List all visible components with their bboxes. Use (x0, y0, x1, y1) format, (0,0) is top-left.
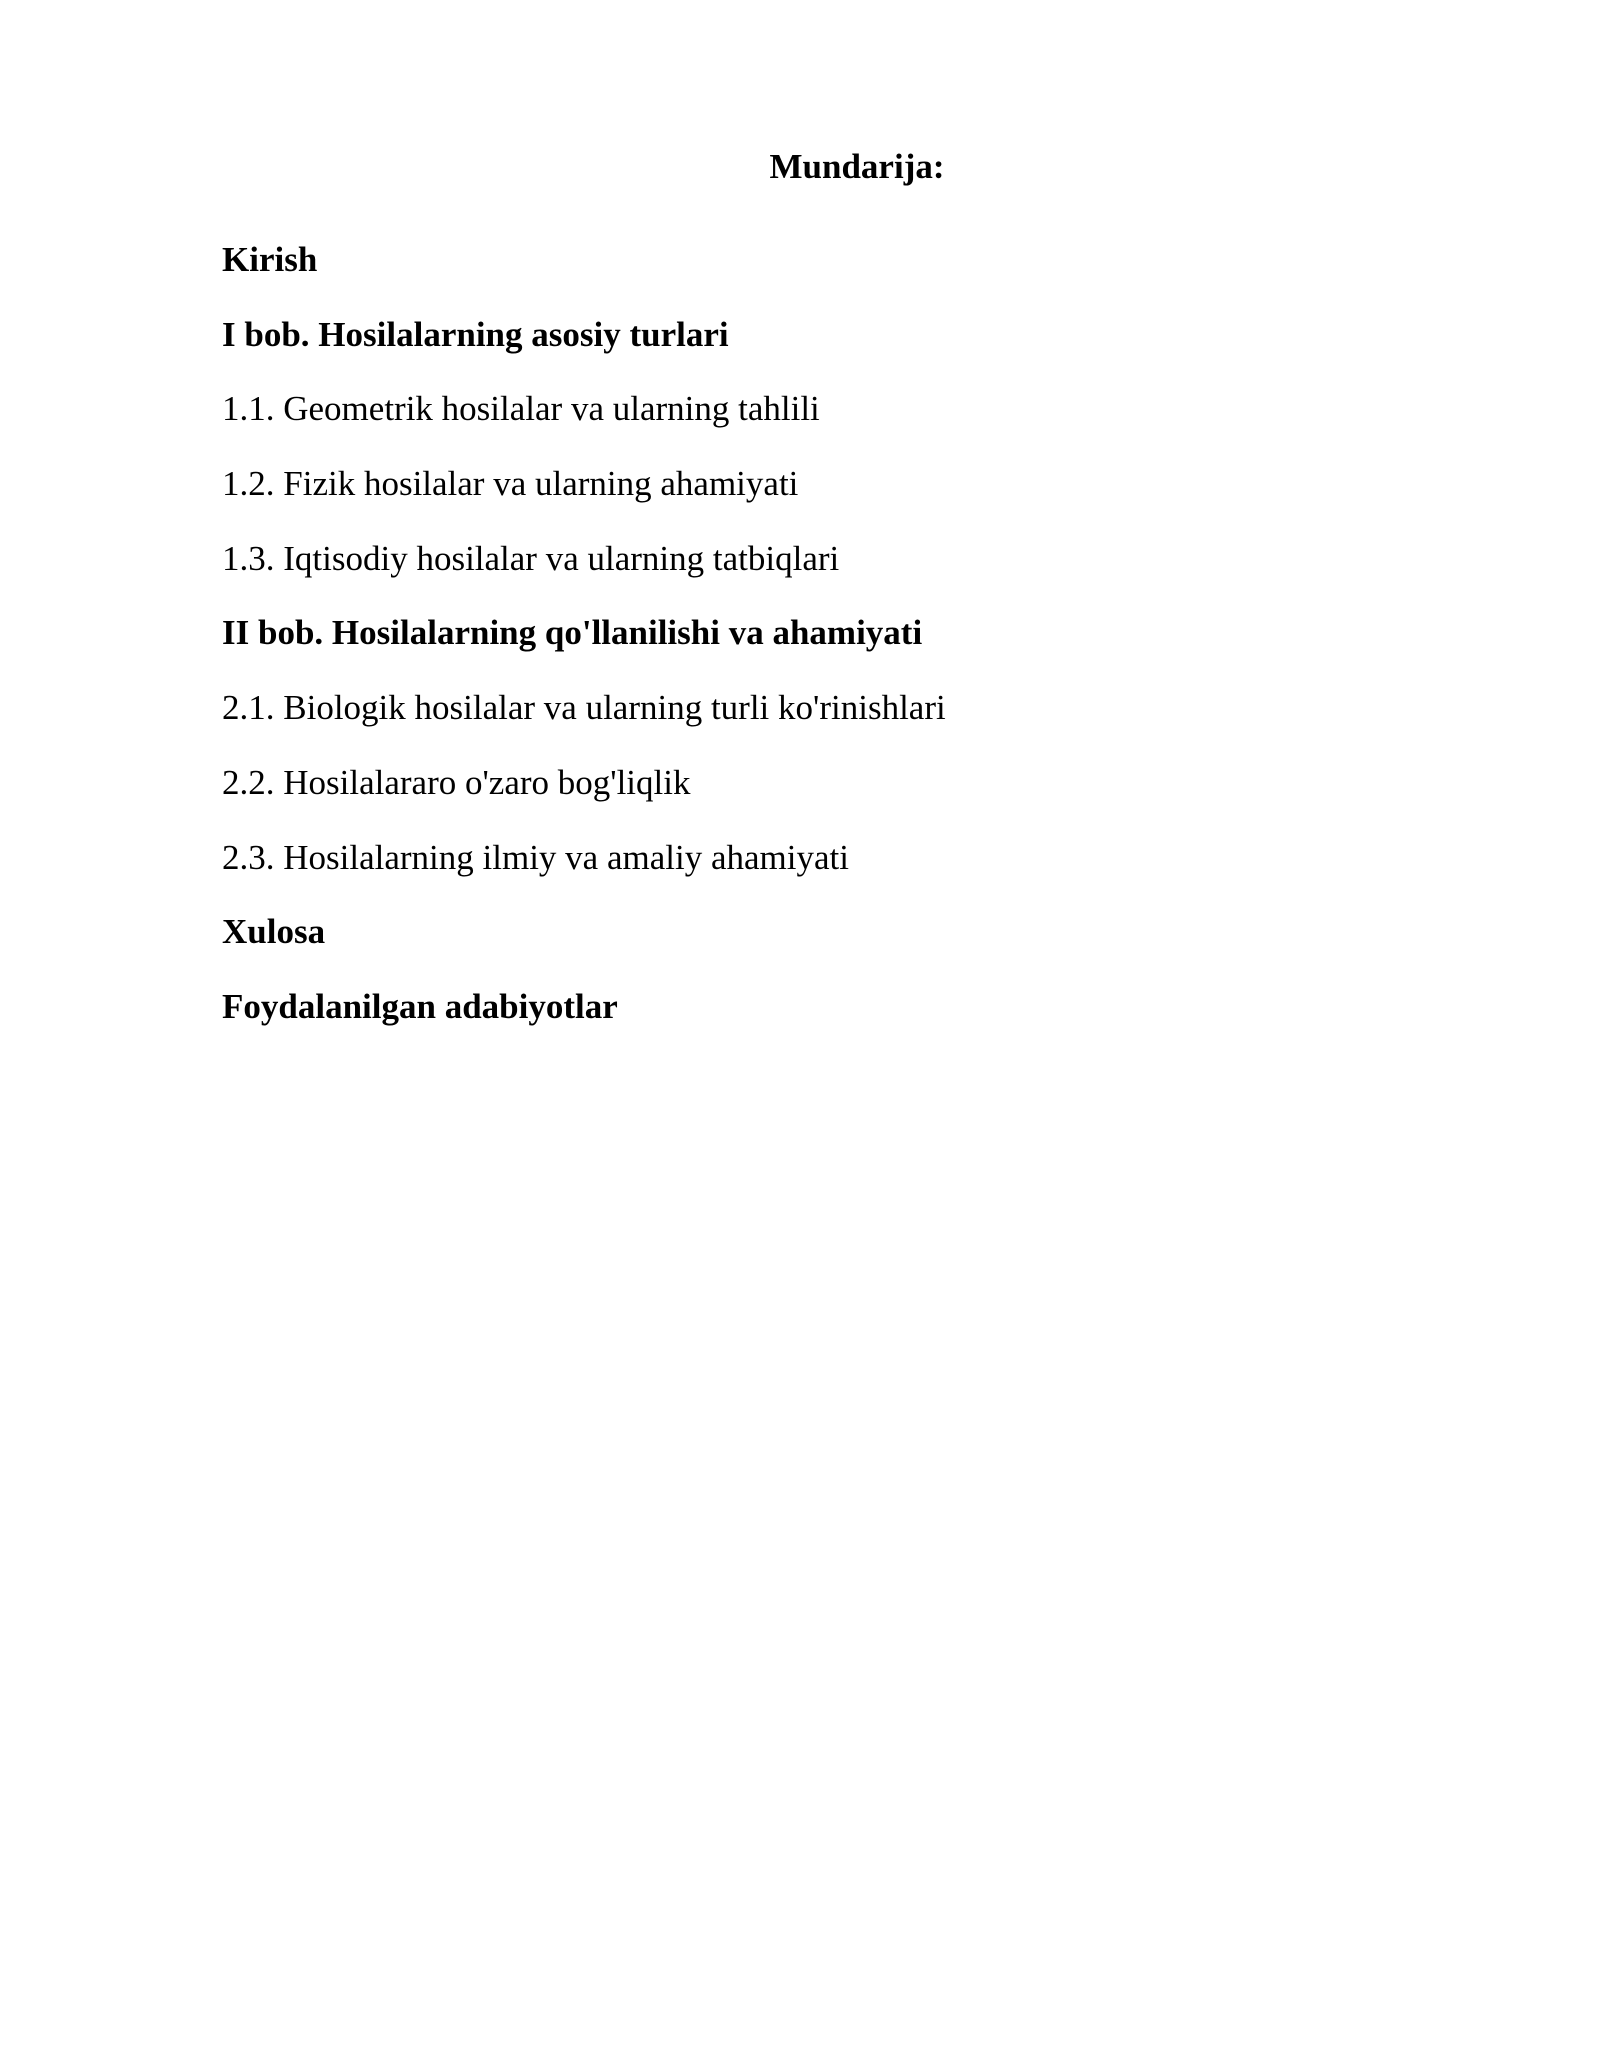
toc-entry-references: Foydalanilgan adabiyotlar (222, 986, 618, 1026)
page-title: Mundarija: (769, 147, 945, 186)
toc-entry-chapter-2: II bob. Hosilalarning qo'llanilishi va ahamiyati (222, 613, 923, 653)
toc-entry-conclusion: Xulosa (222, 912, 326, 952)
toc-entry-section-1-1: 1.1. Geometrik hosilalar va ularning tahlili (222, 389, 820, 429)
toc-entry-chapter-1: I bob. Hosilalarning asosiy turlari (222, 314, 729, 354)
toc-entry-section-1-2: 1.2. Fizik hosilalar va ularning ahamiyati (222, 464, 799, 504)
toc-entry-section-2-3: 2.3. Hosilalarning ilmiy va amaliy ahamiyati (222, 837, 849, 877)
toc-entry-section-1-3: 1.3. Iqtisodiy hosilalar va ularning tatbiqlari (222, 538, 840, 578)
toc-entry-section-2-2: 2.2. Hosilalararo o'zaro bog'liqlik (222, 762, 691, 802)
table-of-contents (222, 237, 946, 1059)
toc-entry-introduction: Kirish (222, 240, 318, 279)
toc-entry-section-2-1: 2.1. Biologik hosilalar va ularning turli ko'rinishlari (222, 688, 946, 728)
